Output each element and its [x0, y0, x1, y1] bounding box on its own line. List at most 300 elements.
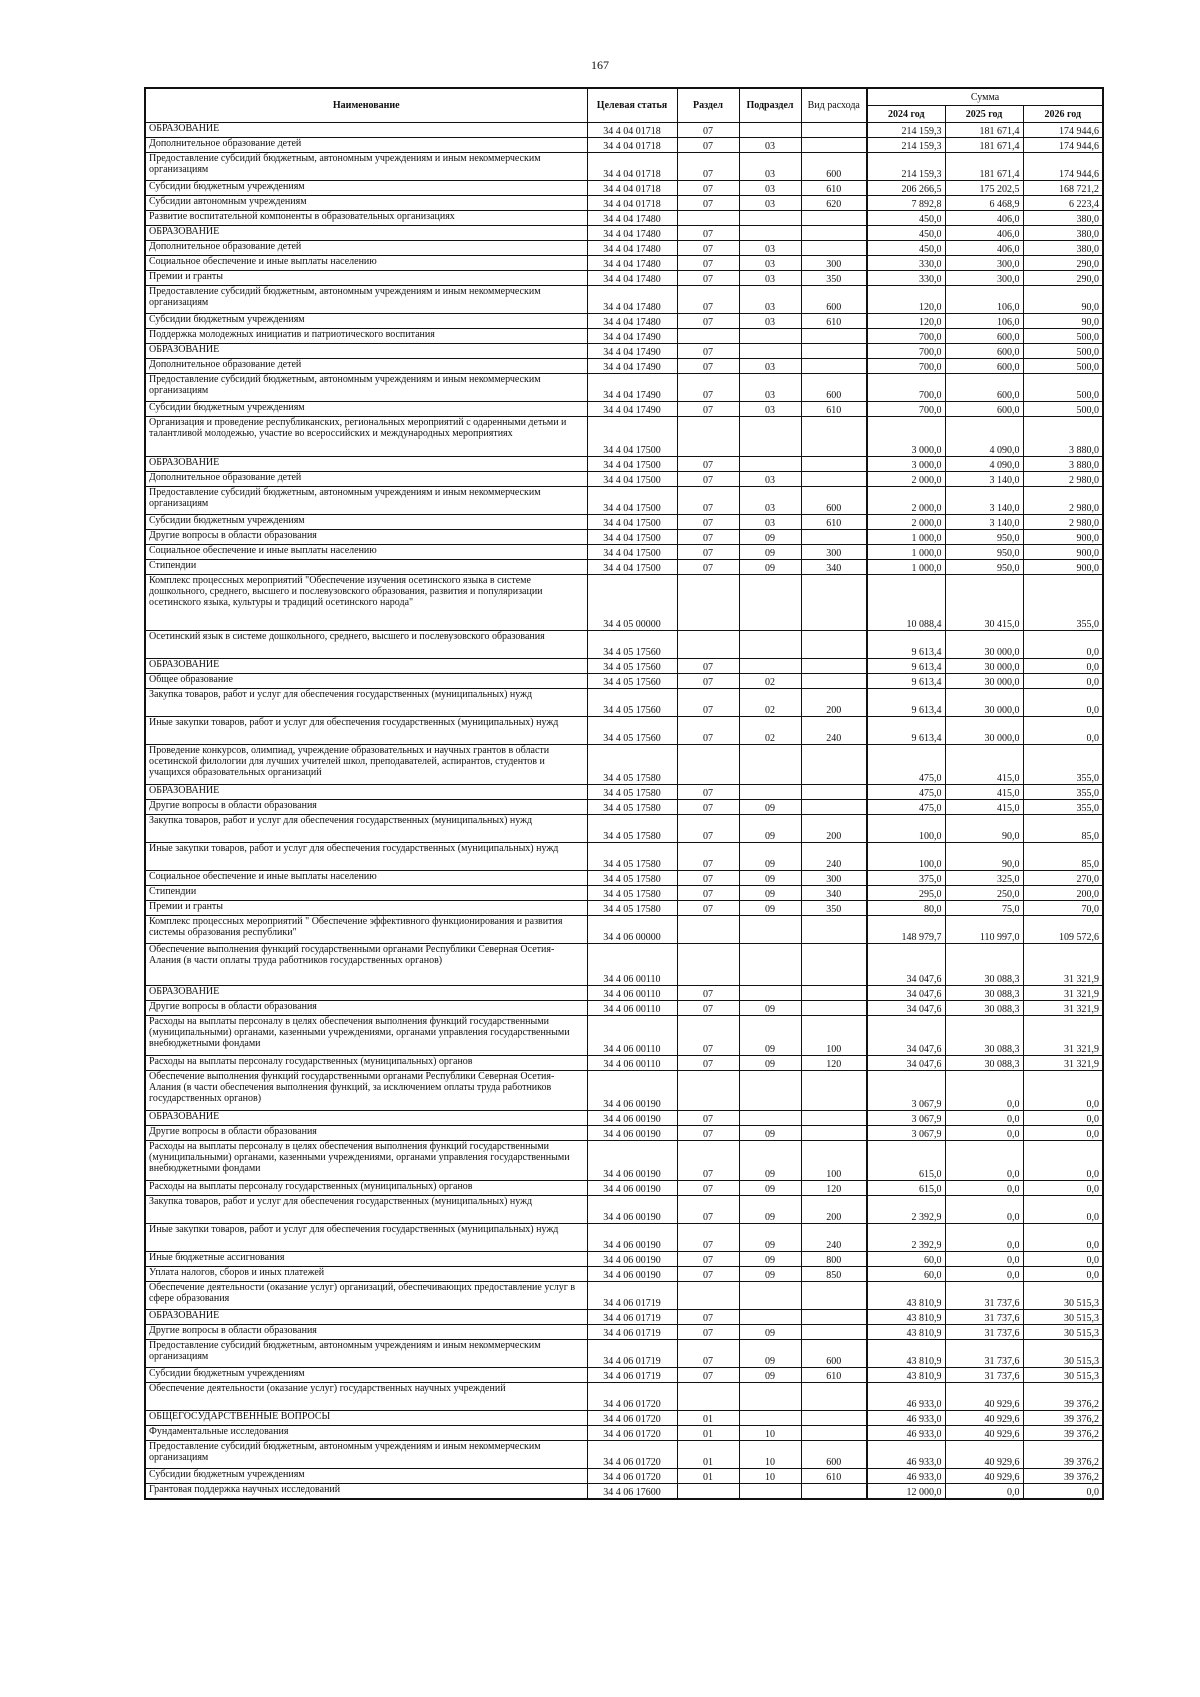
row-2024: 43 810,9	[867, 1310, 945, 1325]
row-target: 34 4 06 01720	[587, 1469, 677, 1484]
row-subsection: 09	[739, 545, 801, 560]
table-row	[145, 1325, 1103, 1340]
budget-table	[144, 87, 1104, 1500]
row-subsection	[739, 986, 801, 1001]
row-section: 07	[677, 530, 739, 545]
row-2025: 40 929,6	[945, 1441, 1023, 1469]
row-name: Комплекс процессных мероприятий "Обеспечение изучения осетинского языка в системе дошкольного, среднего, высшего и послевузовского образования, развития и популяризации осетинского языка, культуры и традиций осетинского народа"	[145, 575, 587, 631]
row-2025: 110 997,0	[945, 916, 1023, 944]
table-row	[145, 138, 1103, 153]
row-target: 34 4 05 17580	[587, 871, 677, 886]
row-2024: 1 000,0	[867, 530, 945, 545]
row-2026: 0,0	[1023, 631, 1103, 659]
row-section: 07	[677, 402, 739, 417]
table-row	[145, 472, 1103, 487]
row-2026: 2 980,0	[1023, 487, 1103, 515]
row-subsection	[739, 344, 801, 359]
row-name: Обеспечение деятельности (оказание услуг) государственных научных учреждений	[145, 1383, 587, 1411]
row-2026: 380,0	[1023, 211, 1103, 226]
row-section: 07	[677, 1111, 739, 1126]
row-name: Расходы на выплаты персоналу государственных (муниципальных) органов	[145, 1181, 587, 1196]
row-2024: 9 613,4	[867, 674, 945, 689]
row-name: Общее образование	[145, 674, 587, 689]
row-target: 34 4 06 00190	[587, 1224, 677, 1252]
row-target: 34 4 04 17500	[587, 472, 677, 487]
row-expense-type: 300	[801, 871, 867, 886]
row-section	[677, 417, 739, 457]
row-2024: 450,0	[867, 211, 945, 226]
table-row	[145, 226, 1103, 241]
row-2024: 12 000,0	[867, 1484, 945, 1499]
row-expense-type: 240	[801, 1224, 867, 1252]
row-target: 34 4 04 17480	[587, 226, 677, 241]
row-expense-type	[801, 631, 867, 659]
row-expense-type	[801, 1411, 867, 1426]
row-expense-type: 350	[801, 901, 867, 916]
row-name: Предоставление субсидий бюджетным, автономным учреждениям и иным некоммерческим организациям	[145, 1441, 587, 1469]
row-2025: 31 737,6	[945, 1340, 1023, 1368]
row-expense-type: 300	[801, 545, 867, 560]
row-2024: 43 810,9	[867, 1340, 945, 1368]
row-section: 07	[677, 196, 739, 211]
row-subsection	[739, 329, 801, 344]
row-target: 34 4 04 01718	[587, 153, 677, 181]
row-subsection: 03	[739, 138, 801, 153]
row-2024: 34 047,6	[867, 1056, 945, 1071]
row-2025: 0,0	[945, 1267, 1023, 1282]
row-subsection: 03	[739, 515, 801, 530]
row-name: Обеспечение выполнения функций государственными органами Республики Северная Осетия-Алания (в части оплаты труда работников государственных органов)	[145, 944, 587, 986]
table-row	[145, 1224, 1103, 1252]
row-subsection	[739, 631, 801, 659]
row-section: 07	[677, 314, 739, 329]
row-name: Субсидии бюджетным учреждениям	[145, 1368, 587, 1383]
row-name: Предоставление субсидий бюджетным, автономным учреждениям и иным некоммерческим организациям	[145, 487, 587, 515]
row-expense-type: 120	[801, 1181, 867, 1196]
table-row	[145, 886, 1103, 901]
row-name: Иные закупки товаров, работ и услуг для обеспечения государственных (муниципальных) нужд	[145, 1224, 587, 1252]
row-2025: 30 000,0	[945, 717, 1023, 745]
row-name: Закупка товаров, работ и услуг для обеспечения государственных (муниципальных) нужд	[145, 689, 587, 717]
table-row	[145, 374, 1103, 402]
row-name: Иные закупки товаров, работ и услуг для обеспечения государственных (муниципальных) нужд	[145, 843, 587, 871]
row-subsection	[739, 1484, 801, 1499]
row-2026: 355,0	[1023, 800, 1103, 815]
row-2026: 90,0	[1023, 286, 1103, 314]
row-2024: 3 000,0	[867, 457, 945, 472]
row-expense-type: 600	[801, 153, 867, 181]
row-expense-type	[801, 785, 867, 800]
row-2026: 90,0	[1023, 314, 1103, 329]
row-target: 34 4 04 17480	[587, 256, 677, 271]
table-row	[145, 241, 1103, 256]
row-2025: 300,0	[945, 256, 1023, 271]
row-2026: 355,0	[1023, 785, 1103, 800]
table-row	[145, 689, 1103, 717]
row-section: 07	[677, 1016, 739, 1056]
row-name: Организация и проведение республиканских, региональных мероприятий с одаренными детьми и талантливой молодежью, участие во всероссийских и международных мероприятиях	[145, 417, 587, 457]
row-2025: 31 737,6	[945, 1368, 1023, 1383]
page-number: 167	[591, 58, 609, 72]
row-2026: 0,0	[1023, 659, 1103, 674]
row-section: 07	[677, 487, 739, 515]
row-subsection	[739, 457, 801, 472]
row-section: 07	[677, 1224, 739, 1252]
row-2026: 0,0	[1023, 1196, 1103, 1224]
row-target: 34 4 05 17580	[587, 815, 677, 843]
table-row	[145, 196, 1103, 211]
row-2025: 0,0	[945, 1126, 1023, 1141]
row-2026: 0,0	[1023, 1224, 1103, 1252]
row-2025: 415,0	[945, 785, 1023, 800]
row-2025: 30 000,0	[945, 674, 1023, 689]
row-2025: 3 140,0	[945, 487, 1023, 515]
row-2025: 325,0	[945, 871, 1023, 886]
table-row	[145, 1282, 1103, 1310]
row-subsection	[739, 123, 801, 138]
row-name: Предоставление субсидий бюджетным, автономным учреждениям и иным некоммерческим организациям	[145, 374, 587, 402]
row-2024: 700,0	[867, 359, 945, 374]
table-row	[145, 1071, 1103, 1111]
row-2025: 30 415,0	[945, 575, 1023, 631]
row-expense-type	[801, 1325, 867, 1340]
row-subsection: 10	[739, 1469, 801, 1484]
row-section: 07	[677, 689, 739, 717]
row-2024: 9 613,4	[867, 631, 945, 659]
row-target: 34 4 06 00000	[587, 916, 677, 944]
row-2025: 40 929,6	[945, 1469, 1023, 1484]
row-2026: 0,0	[1023, 1126, 1103, 1141]
row-subsection	[739, 1071, 801, 1111]
row-2025: 31 737,6	[945, 1282, 1023, 1310]
row-target: 34 4 06 00190	[587, 1196, 677, 1224]
row-subsection: 02	[739, 689, 801, 717]
row-2024: 330,0	[867, 256, 945, 271]
row-2025: 950,0	[945, 545, 1023, 560]
row-section: 07	[677, 560, 739, 575]
table-row	[145, 1001, 1103, 1016]
row-2025: 4 090,0	[945, 417, 1023, 457]
row-expense-type	[801, 1282, 867, 1310]
table-row	[145, 1426, 1103, 1441]
row-2024: 214 159,3	[867, 153, 945, 181]
row-section: 07	[677, 472, 739, 487]
row-section	[677, 1071, 739, 1111]
row-2026: 30 515,3	[1023, 1368, 1103, 1383]
row-name: Субсидии бюджетным учреждениям	[145, 314, 587, 329]
row-2024: 700,0	[867, 402, 945, 417]
row-name: ОБРАЗОВАНИЕ	[145, 1111, 587, 1126]
row-2024: 3 067,9	[867, 1071, 945, 1111]
row-2026: 85,0	[1023, 843, 1103, 871]
row-2026: 380,0	[1023, 226, 1103, 241]
table-row	[145, 457, 1103, 472]
row-section: 07	[677, 717, 739, 745]
row-subsection: 09	[739, 1181, 801, 1196]
table-row	[145, 1267, 1103, 1282]
row-target: 34 4 06 00110	[587, 944, 677, 986]
table-row	[145, 1016, 1103, 1056]
row-name: ОБРАЗОВАНИЕ	[145, 457, 587, 472]
row-2025: 0,0	[945, 1071, 1023, 1111]
row-2026: 30 515,3	[1023, 1340, 1103, 1368]
row-name: Осетинский язык в системе дошкольного, среднего, высшего и послевузовского образования	[145, 631, 587, 659]
row-name: Иные закупки товаров, работ и услуг для обеспечения государственных (муниципальных) нужд	[145, 717, 587, 745]
row-expense-type: 800	[801, 1252, 867, 1267]
row-expense-type	[801, 530, 867, 545]
row-subsection: 09	[739, 800, 801, 815]
row-2025: 90,0	[945, 843, 1023, 871]
row-target: 34 4 04 17500	[587, 457, 677, 472]
row-target: 34 4 04 17490	[587, 344, 677, 359]
row-name: ОБРАЗОВАНИЕ	[145, 785, 587, 800]
row-2024: 3 067,9	[867, 1126, 945, 1141]
row-section	[677, 944, 739, 986]
row-expense-type	[801, 123, 867, 138]
row-expense-type	[801, 417, 867, 457]
table-row	[145, 515, 1103, 530]
row-target: 34 4 04 17500	[587, 545, 677, 560]
row-2026: 31 321,9	[1023, 944, 1103, 986]
row-name: Социальное обеспечение и иные выплаты населению	[145, 545, 587, 560]
row-name: Дополнительное образование детей	[145, 359, 587, 374]
row-2024: 120,0	[867, 286, 945, 314]
row-name: Закупка товаров, работ и услуг для обеспечения государственных (муниципальных) нужд	[145, 815, 587, 843]
row-section: 07	[677, 1368, 739, 1383]
row-2026: 31 321,9	[1023, 1016, 1103, 1056]
row-2025: 950,0	[945, 560, 1023, 575]
row-2026: 0,0	[1023, 674, 1103, 689]
row-section: 07	[677, 785, 739, 800]
row-2026: 290,0	[1023, 256, 1103, 271]
row-2024: 1 000,0	[867, 545, 945, 560]
row-name: Социальное обеспечение и иные выплаты населению	[145, 871, 587, 886]
row-2026: 3 880,0	[1023, 417, 1103, 457]
row-2025: 950,0	[945, 530, 1023, 545]
row-expense-type	[801, 1383, 867, 1411]
row-2025: 600,0	[945, 359, 1023, 374]
row-expense-type: 340	[801, 886, 867, 901]
row-target: 34 4 04 01718	[587, 138, 677, 153]
row-subsection: 09	[739, 815, 801, 843]
row-target: 34 4 04 17480	[587, 271, 677, 286]
header-2026: 2026 год	[1023, 106, 1103, 123]
row-name: Другие вопросы в области образования	[145, 1126, 587, 1141]
row-target: 34 4 05 17560	[587, 659, 677, 674]
row-name: Другие вопросы в области образования	[145, 1325, 587, 1340]
row-name: Обеспечение выполнения функций государственными органами Республики Северная Осетия-Алания (в части обеспечения выполнения функций, за исключением оплаты труда работников государственных органов)	[145, 1071, 587, 1111]
row-target: 34 4 04 17480	[587, 286, 677, 314]
row-section: 07	[677, 901, 739, 916]
row-2026: 2 980,0	[1023, 472, 1103, 487]
row-2024: 450,0	[867, 226, 945, 241]
table-row	[145, 800, 1103, 815]
row-target: 34 4 06 01719	[587, 1368, 677, 1383]
row-subsection: 03	[739, 359, 801, 374]
row-section	[677, 575, 739, 631]
row-2026: 0,0	[1023, 1111, 1103, 1126]
row-section: 07	[677, 457, 739, 472]
row-2026: 355,0	[1023, 745, 1103, 785]
table-row	[145, 745, 1103, 785]
row-2026: 174 944,6	[1023, 138, 1103, 153]
table-row	[145, 329, 1103, 344]
row-target: 34 4 06 01719	[587, 1325, 677, 1340]
row-section: 07	[677, 1126, 739, 1141]
row-expense-type: 100	[801, 1141, 867, 1181]
row-section: 07	[677, 256, 739, 271]
row-2024: 100,0	[867, 815, 945, 843]
row-2024: 46 933,0	[867, 1469, 945, 1484]
row-section: 07	[677, 344, 739, 359]
row-expense-type: 200	[801, 689, 867, 717]
row-2026: 200,0	[1023, 886, 1103, 901]
row-name: Комплекс процессных мероприятий " Обеспечение эффективного функционирования и развития системы образования республики"	[145, 916, 587, 944]
row-2026: 31 321,9	[1023, 1056, 1103, 1071]
table-row	[145, 944, 1103, 986]
row-2026: 0,0	[1023, 717, 1103, 745]
row-expense-type: 200	[801, 1196, 867, 1224]
row-2025: 30 088,3	[945, 1001, 1023, 1016]
table-row	[145, 1126, 1103, 1141]
row-2026: 85,0	[1023, 815, 1103, 843]
row-expense-type: 350	[801, 271, 867, 286]
row-2024: 330,0	[867, 271, 945, 286]
row-2024: 2 392,9	[867, 1224, 945, 1252]
row-name: Социальное обеспечение и иные выплаты населению	[145, 256, 587, 271]
row-subsection: 03	[739, 472, 801, 487]
row-2024: 43 810,9	[867, 1368, 945, 1383]
row-2026: 109 572,6	[1023, 916, 1103, 944]
row-2025: 0,0	[945, 1141, 1023, 1181]
row-2024: 2 000,0	[867, 472, 945, 487]
row-name: Расходы на выплаты персоналу в целях обеспечения выполнения функций государственными (муниципальными) органами, казенными учреждениями, органами управления государственными внебюджетными фондами	[145, 1016, 587, 1056]
row-2025: 300,0	[945, 271, 1023, 286]
row-name: Дополнительное образование детей	[145, 138, 587, 153]
row-name: ОБРАЗОВАНИЕ	[145, 226, 587, 241]
table-row	[145, 256, 1103, 271]
row-section	[677, 211, 739, 226]
row-name: Развитие воспитательной компоненты в образовательных организациях	[145, 211, 587, 226]
row-2024: 375,0	[867, 871, 945, 886]
row-subsection: 09	[739, 1224, 801, 1252]
row-subsection: 09	[739, 560, 801, 575]
row-target: 34 4 04 17500	[587, 515, 677, 530]
row-name: Стипендии	[145, 560, 587, 575]
row-target: 34 4 06 01719	[587, 1340, 677, 1368]
table-row	[145, 1441, 1103, 1469]
row-expense-type	[801, 944, 867, 986]
row-subsection: 09	[739, 1325, 801, 1340]
table-row	[145, 1111, 1103, 1126]
row-target: 34 4 05 17580	[587, 745, 677, 785]
row-2025: 40 929,6	[945, 1426, 1023, 1441]
row-section	[677, 1383, 739, 1411]
row-2024: 214 159,3	[867, 123, 945, 138]
row-2026: 0,0	[1023, 1071, 1103, 1111]
row-2025: 600,0	[945, 402, 1023, 417]
row-expense-type: 600	[801, 374, 867, 402]
row-2024: 295,0	[867, 886, 945, 901]
row-subsection: 09	[739, 530, 801, 545]
row-section: 07	[677, 1001, 739, 1016]
row-section: 07	[677, 1056, 739, 1071]
row-expense-type	[801, 211, 867, 226]
row-section: 07	[677, 800, 739, 815]
row-target: 34 4 04 17500	[587, 487, 677, 515]
row-2024: 9 613,4	[867, 659, 945, 674]
row-name: Субсидии бюджетным учреждениям	[145, 181, 587, 196]
row-target: 34 4 04 17480	[587, 211, 677, 226]
row-section: 07	[677, 1267, 739, 1282]
table-body	[145, 123, 1103, 1499]
row-subsection	[739, 659, 801, 674]
table-row	[145, 717, 1103, 745]
row-2026: 0,0	[1023, 1267, 1103, 1282]
header-subsection: Подраздел	[739, 88, 801, 123]
row-2026: 70,0	[1023, 901, 1103, 916]
row-section: 07	[677, 515, 739, 530]
row-section: 07	[677, 359, 739, 374]
row-target: 34 4 06 00110	[587, 986, 677, 1001]
row-target: 34 4 04 17490	[587, 329, 677, 344]
row-section: 07	[677, 1196, 739, 1224]
row-2025: 0,0	[945, 1181, 1023, 1196]
row-2026: 30 515,3	[1023, 1325, 1103, 1340]
row-2026: 290,0	[1023, 271, 1103, 286]
row-name: Дополнительное образование детей	[145, 472, 587, 487]
table-row	[145, 843, 1103, 871]
row-section: 07	[677, 843, 739, 871]
row-2025: 30 000,0	[945, 659, 1023, 674]
row-2026: 355,0	[1023, 575, 1103, 631]
row-2025: 406,0	[945, 211, 1023, 226]
row-target: 34 4 04 17500	[587, 417, 677, 457]
row-2024: 700,0	[867, 329, 945, 344]
row-2025: 415,0	[945, 745, 1023, 785]
row-2026: 900,0	[1023, 560, 1103, 575]
row-section: 07	[677, 1340, 739, 1368]
table-row	[145, 1484, 1103, 1499]
row-2026: 39 376,2	[1023, 1383, 1103, 1411]
row-name: Другие вопросы в области образования	[145, 800, 587, 815]
row-2026: 0,0	[1023, 1141, 1103, 1181]
row-target: 34 4 06 01720	[587, 1426, 677, 1441]
row-2025: 181 671,4	[945, 123, 1023, 138]
row-2024: 43 810,9	[867, 1325, 945, 1340]
row-section	[677, 916, 739, 944]
row-2024: 450,0	[867, 241, 945, 256]
row-2025: 0,0	[945, 1484, 1023, 1499]
table-row	[145, 631, 1103, 659]
row-expense-type	[801, 659, 867, 674]
row-section: 07	[677, 181, 739, 196]
row-2026: 900,0	[1023, 545, 1103, 560]
row-expense-type: 240	[801, 843, 867, 871]
table-row	[145, 1368, 1103, 1383]
row-target: 34 4 04 17480	[587, 314, 677, 329]
row-subsection: 09	[739, 886, 801, 901]
row-2025: 3 140,0	[945, 472, 1023, 487]
row-2025: 0,0	[945, 1252, 1023, 1267]
row-section	[677, 329, 739, 344]
row-2025: 4 090,0	[945, 457, 1023, 472]
row-section: 07	[677, 1325, 739, 1340]
row-section: 07	[677, 1181, 739, 1196]
row-subsection	[739, 1383, 801, 1411]
row-2026: 39 376,2	[1023, 1426, 1103, 1441]
row-section	[677, 631, 739, 659]
